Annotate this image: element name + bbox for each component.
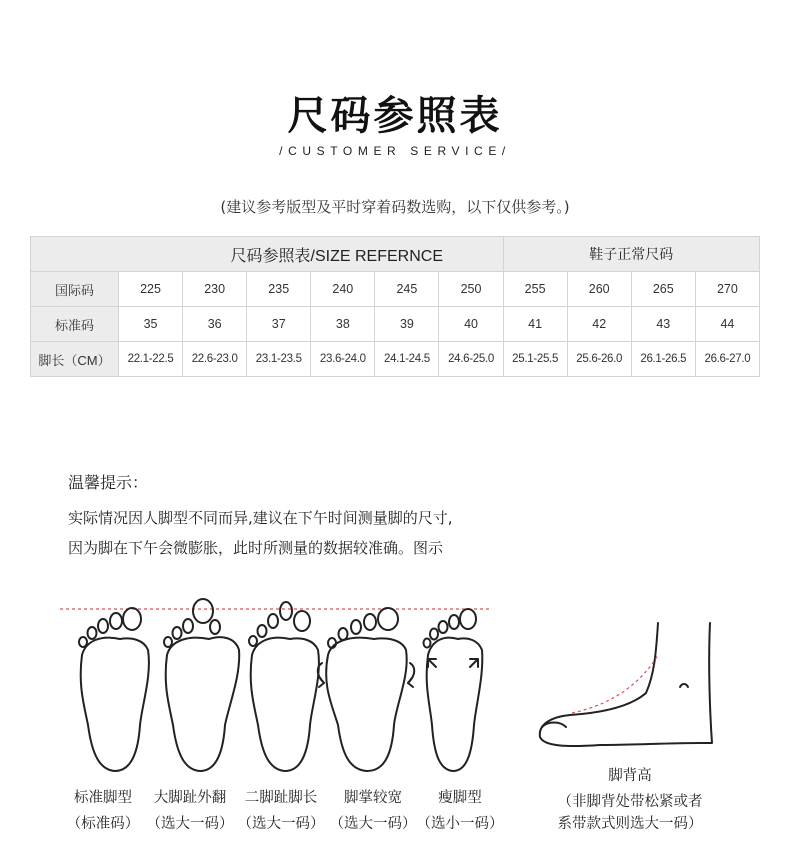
table-cell: 22.6-23.0	[183, 342, 247, 377]
page-subtitle: /CUSTOMER SERVICE/	[279, 144, 511, 158]
instep-advice: 系带款式则选大一码）	[557, 816, 703, 832]
table-cell: 240	[311, 272, 375, 307]
table-cell: 245	[375, 272, 439, 307]
foot-type-name: 脚掌较宽	[344, 790, 402, 806]
table-cell: 36	[183, 307, 247, 342]
table-cell: 44	[695, 307, 759, 342]
foot-type-name: 标准脚型	[74, 790, 132, 806]
row-label-standard: 标准码	[31, 307, 119, 342]
table-cell: 265	[631, 272, 695, 307]
row-label-foot-length: 脚长（CM）	[31, 342, 119, 377]
narrow-foot-icon	[424, 609, 483, 771]
long-second-toe-foot-icon	[249, 602, 319, 771]
table-cell: 235	[247, 272, 311, 307]
wide-foot-icon	[318, 608, 415, 771]
table-cell: 35	[119, 307, 183, 342]
instep-advice: （非脚背处带松紧或者	[557, 794, 703, 810]
table-cell: 42	[567, 307, 631, 342]
table-cell: 37	[247, 307, 311, 342]
table-cell: 38	[311, 307, 375, 342]
table-cell: 41	[503, 307, 567, 342]
foot-type-name: 瘦脚型	[438, 790, 482, 806]
bunion-foot-icon	[164, 599, 239, 771]
table-cell: 26.1-26.5	[631, 342, 695, 377]
foot-type-advice: （选大一码）	[329, 816, 417, 832]
table-cell: 250	[439, 272, 503, 307]
tips-line: 实际情况因人脚型不同而异,建议在下午时间测量脚的尺寸,	[68, 509, 453, 527]
table-row	[31, 272, 760, 307]
table-cell: 26.6-27.0	[695, 342, 759, 377]
table-cell: 43	[631, 307, 695, 342]
table-cell: 260	[567, 272, 631, 307]
size-table-title: 尺码参照表/SIZE REFERNCE	[31, 237, 504, 272]
tips-title: 温馨提示：	[68, 473, 149, 492]
table-row	[31, 342, 760, 377]
instep-guide-line	[572, 655, 658, 713]
size-table	[30, 236, 760, 377]
instep-name: 脚背高	[608, 768, 652, 784]
foot-type-name: 大脚趾外翻	[153, 790, 227, 806]
standard-foot-icon	[79, 608, 149, 771]
foot-types-illustration	[55, 595, 505, 775]
foot-type-advice: （标准码）	[66, 816, 140, 832]
table-cell: 24.1-24.5	[375, 342, 439, 377]
foot-type-advice: （选大一码）	[237, 816, 325, 832]
table-cell: 255	[503, 272, 567, 307]
foot-type-name: 二脚趾脚长	[244, 790, 318, 806]
table-cell: 40	[439, 307, 503, 342]
table-row	[31, 307, 760, 342]
table-cell: 25.6-26.0	[567, 342, 631, 377]
page-title: 尺码参照表	[287, 93, 503, 139]
table-cell: 24.6-25.0	[439, 342, 503, 377]
row-label-international: 国际码	[31, 272, 119, 307]
tips-line: 因为脚在下午会微膨胀，此时所测量的数据较准确。图示	[68, 539, 444, 557]
table-cell: 270	[695, 272, 759, 307]
table-cell: 225	[119, 272, 183, 307]
table-cell: 25.1-25.5	[503, 342, 567, 377]
table-cell: 230	[183, 272, 247, 307]
table-cell: 23.6-24.0	[311, 342, 375, 377]
size-table-shoe-header: 鞋子正常尺码	[503, 237, 759, 272]
table-cell: 39	[375, 307, 439, 342]
high-instep-foot-icon	[530, 615, 730, 760]
table-cell: 23.1-23.5	[247, 342, 311, 377]
foot-type-advice: （选大一码）	[146, 816, 234, 832]
size-table-header	[31, 237, 760, 272]
foot-type-advice: （选小一码）	[416, 816, 504, 832]
reference-note: (建议参考版型及平时穿着码数选购，以下仅供参考。)	[220, 198, 570, 216]
table-cell: 22.1-22.5	[119, 342, 183, 377]
